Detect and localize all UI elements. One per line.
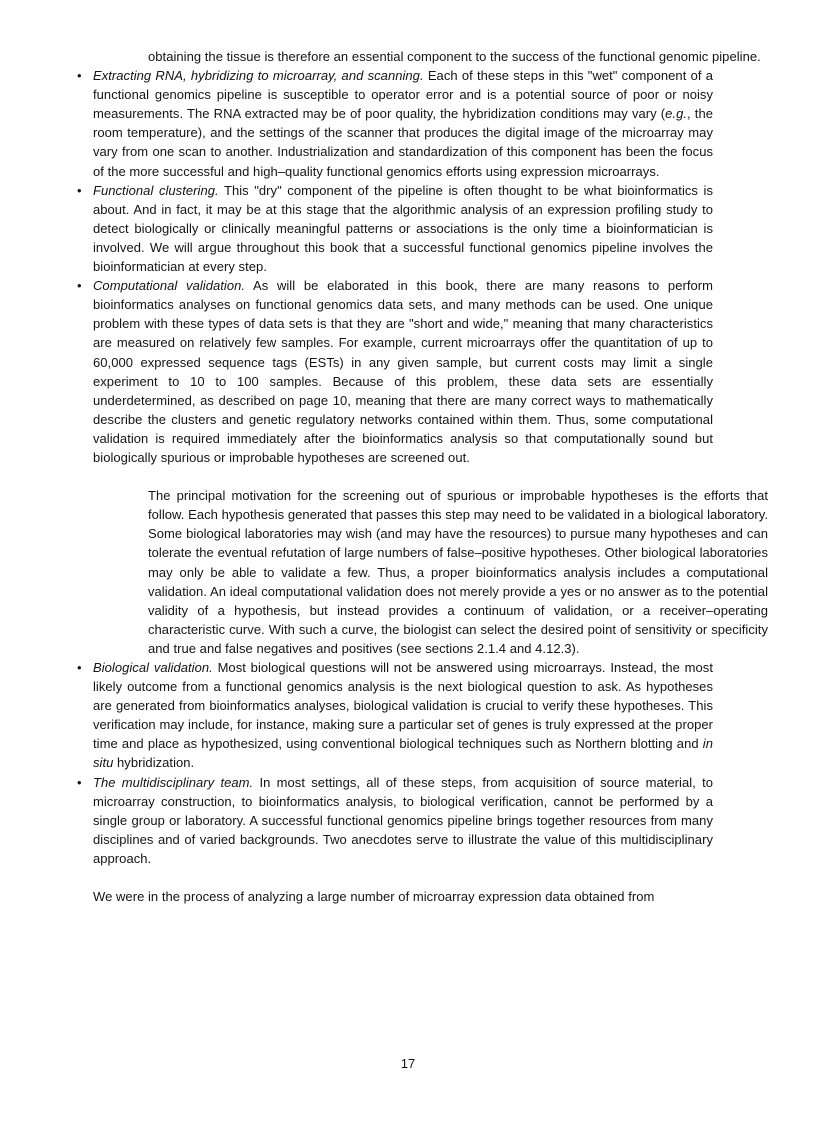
paragraph-spacer [93, 467, 768, 486]
list-item-lead-in: Computational validation. [93, 278, 246, 294]
list-item [77, 181, 713, 276]
list-item-lead-in: The multidisciplinary team. [93, 774, 254, 790]
list-item-lead-in: Extracting RNA, hybridizing to microarray, and scanning. [93, 68, 424, 84]
list-item-text: Each of these steps in this "wet" component of a functional genomics pipeline is susceptible to operator error and is a potential source of poor or noisy measurements. The RNA extracted may be of poor quality, the hybridization conditions may vary ( [93, 68, 714, 122]
list-item-emphasis: e.g. [665, 106, 688, 122]
list-item-text: Most biological questions will not be answered using microarrays. Instead, the most likely outcome from a functional genomics analysis is the next biological question to ask. As hypotheses are generated from bioinformatics analyses, biological validation is crucial to verify these hypotheses. This verification may include, for instance, making sure a particular set of genes is truly expressed at the proper time and place as hypothesized, using conventional biological techniques such as Northern blotting and [93, 660, 713, 752]
list-item [77, 66, 714, 181]
list-item [77, 773, 714, 868]
paragraph-text: obtaining the tissue is therefore an essential component to the success of the functional genomic pipeline. [148, 49, 761, 64]
bullet-glyph: • [77, 660, 82, 675]
paragraph-continuation [148, 47, 768, 66]
list-item [77, 276, 713, 467]
list-item-text: This "dry" component of the pipeline is often thought to be what bioinformatics is about. And in fact, it may be at this stage that the algorithmic analysis of an expression profiling study to detect biologically or clinically meaningful patterns or associations is the only time a bioinformatician is involved. We will argue throughout this book that a successful functional genomics pipeline involves the bioinformatician at every step. [93, 182, 713, 275]
list-item-text: As will be elaborated in this book, there are many reasons to perform bioinformatics analyses on functional genomics data sets, and many methods can be used. One unique problem with these types of data sets is that they are "short and wide," meaning that many characteristics are measured on relatively few samples. For example, current microarrays offer the quantitation of up to 60,000 expressed sequence tags (ESTs) in any given sample, but current costs may limit a single experiment to 10 to 100 samples. Because of this problem, these data sets are essentially underdetermined, as described on page 10, meaning that there are many correct ways to mathematically describe the clusters and genetic regulatory networks contained within them. Thus, some computational validation is required immediately after the bioinformatics analysis so that computationally sound but biologically spurious or improbable hypotheses are screened out. [93, 278, 713, 465]
list-item-lead-in: Functional clustering. [93, 182, 219, 198]
bullet-glyph: • [77, 68, 82, 84]
list-item-emphasis: in situ [93, 736, 713, 771]
bullet-glyph: • [77, 774, 82, 790]
list-item [77, 658, 713, 773]
list-item-text: In most settings, all of these steps, from acquisition of source material, to microarray construction, to bioinformatics analysis, to biological verification, cannot be performed by a single group or laboratory. A successful functional genomics pipeline brings together resources from many disciplines and of varied backgrounds. Two anecdotes serve to illustrate the value of this multidisciplinary approach. [93, 774, 714, 866]
page-number: 17 [400, 1056, 416, 1071]
bullet-glyph: • [77, 278, 82, 294]
paragraph-text: We were in the process of analyzing a large number of microarray expression data obtained from [93, 889, 655, 905]
paragraph-text: The principal motivation for the screening out of spurious or improbable hypotheses is the efforts that follow. Each hypothesis generated that passes this step may need to be validated in a biological laboratory. Some biological laboratories may wish (and may have the resources) to pursue many hypotheses and can tolerate the eventual refutation of large numbers of false–positive hypotheses. Other biological laboratories may only be able to validate a few. Thus, a proper bioinformatics analysis includes a computational validation. An ideal computational validation does not merely provide a yes or no answer as to the potential validity of a hypothesis, but instead provides a continuum of validation, or a receiver–operating characteristic curve. With such a curve, the biologist can select the desired point of sensitivity or specificity and true and false negatives and positives (see sections 2.1.4 and 4.12.3). [148, 488, 768, 656]
paragraph-closing [93, 887, 768, 906]
page-body [77, 47, 768, 906]
list-item-text-after: hybridization. [113, 755, 195, 771]
list-item-lead-in: Biological validation. [93, 660, 213, 675]
bullet-glyph: • [77, 182, 82, 198]
paragraph-principal-motivation [148, 486, 768, 658]
list-item-text-after: , the room temperature), and the settings of the scanner that produces the digital image of the microarray may vary from one scan to another. Industrialization and standardization of this component has been the focus of the more successful and high–quality functional genomics efforts using expression microarrays. [93, 106, 713, 179]
